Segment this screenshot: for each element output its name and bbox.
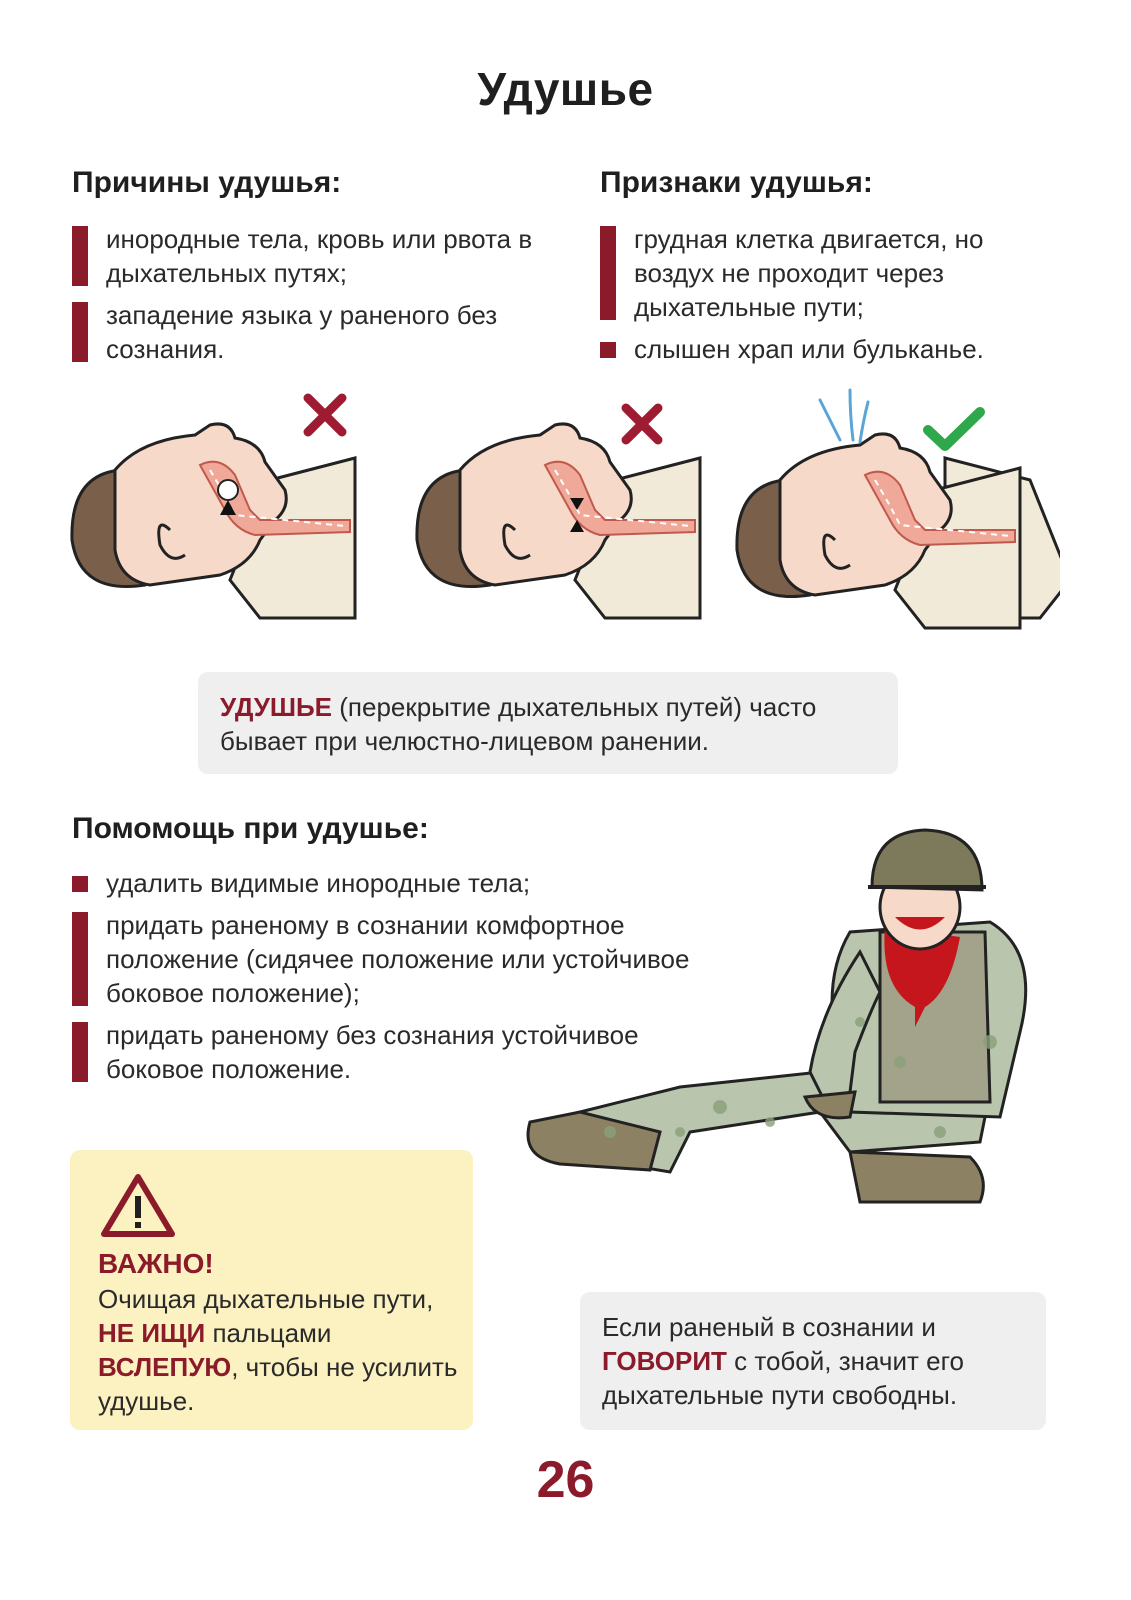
airway-foreign-body-illustration: [72, 424, 355, 618]
signs-section: [600, 166, 1070, 374]
open-airway-illustration: [737, 390, 1060, 628]
page-number: 26: [536, 1451, 595, 1509]
list-item: придать раненому в сознании комфортное положение (сидячее положение или устойчивое боковое положение);: [72, 908, 732, 1010]
talk-text: Если раненый в сознании и ГОВОРИТ с тобой, значит его дыхательные пути свободны.: [602, 1312, 964, 1410]
signs-heading: Признаки удушья:: [600, 166, 873, 199]
airway-illustrations: [60, 380, 1060, 630]
help-heading: Помомощь при удушье:: [72, 812, 429, 845]
info-highlight: УДУШЬЕ: [220, 692, 333, 722]
list-item: западение языка у раненого без сознания.: [72, 298, 542, 366]
tongue-obstruction-illustration: [417, 424, 700, 618]
warning-triangle-icon: [100, 1172, 176, 1238]
causes-section: [72, 166, 542, 374]
check-mark-icon: [928, 412, 980, 446]
list-item: грудная клетка двигается, но воздух не проходит через дыхательные пути;: [600, 222, 1070, 324]
info-text: (перекрытие дыхательных путей) часто бывает при челюстно-лицевом ранении.: [220, 692, 817, 756]
talk-box: [580, 1292, 1046, 1430]
warning-title: ВАЖНО!: [98, 1248, 214, 1279]
warning-box: [70, 1150, 473, 1430]
list-item: удалить видимые инородные тела;: [72, 866, 732, 900]
warning-text: Очищая дыхательные пути, НЕ ИЩИ пальцами ВСЛЕПУЮ, чтобы не усилить удушье.: [98, 1284, 458, 1416]
causes-heading: Причины удушья:: [72, 166, 342, 199]
page-title: Удушье: [477, 63, 654, 115]
list-item: придать раненому без сознания устойчивое боковое положение.: [72, 1018, 732, 1086]
cross-mark-icon: [626, 408, 658, 440]
list-item: инородные тела, кровь или рвота в дыхательных путях;: [72, 222, 542, 290]
list-item: слышен храп или бульканье.: [600, 332, 1070, 366]
cross-mark-icon: [308, 398, 342, 432]
wounded-soldier-illustration: [520, 812, 1060, 1212]
info-box: [198, 672, 898, 774]
